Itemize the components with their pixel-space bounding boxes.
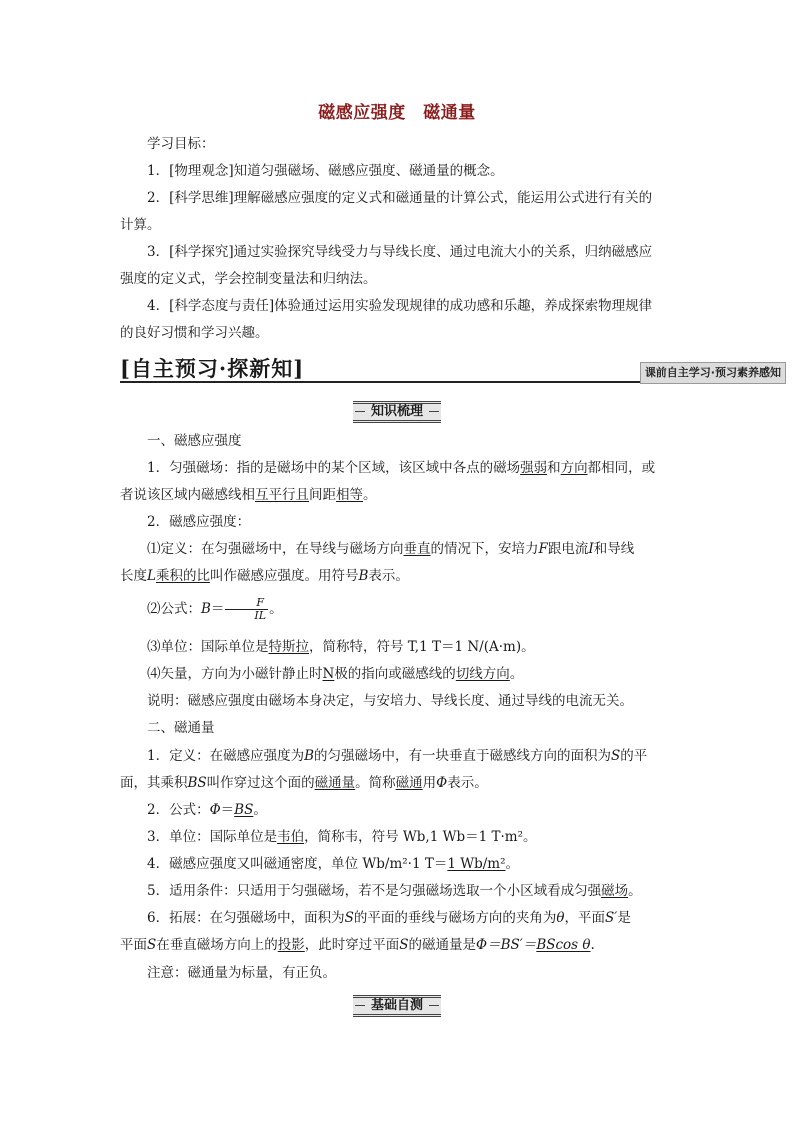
- goal-1: 1．[物理观念]知道匀强磁场、磁感应强度、磁通量的概念。: [147, 163, 504, 179]
- flux-density: 4．磁感应强度又叫磁通密度，单位 Wb/m²·1 T＝1 Wb/m²。: [147, 856, 520, 872]
- self-test-tag-label: 基础自测: [353, 995, 441, 1017]
- section-banner-label: 课前自主学习·预习素养感知: [640, 362, 786, 384]
- sec1-heading: 一、磁感应强度: [147, 433, 242, 449]
- flux-unit: 3．单位：国际单位是韦伯，简称韦，符号 Wb,1 Wb＝1 T·m²。: [147, 829, 537, 845]
- b-definition-line-1: ⑴定义：在匀强磁场中，在导线与磁场方向垂直的情况下，安培力F跟电流I和导线: [147, 541, 635, 557]
- goal-3-line-1: 3．[科学探究]通过实验探究导线受力与导线长度、通过电流大小的关系，归纳磁感应: [147, 244, 653, 260]
- goal-4-line-1: 4．[科学态度与责任]体验通过运用实验发现规律的成功感和乐趣，养成探索物理规律: [147, 298, 653, 314]
- goal-2-line-1: 2．[科学思维]理解磁感应强度的定义式和磁通量的计算公式，能运用公式进行有关的: [147, 190, 653, 206]
- uniform-field-line-2: 者说该区域内磁感线相互平行且间距相等。: [120, 487, 377, 503]
- flux-formula: 2．公式：Φ＝BS。: [147, 802, 267, 818]
- b-formula: ⑵公式：B＝ $\frac{F}{IL}$ 。: [147, 596, 283, 622]
- flux-definition-line-1: 1．定义：在磁感应强度为B的匀强磁场中，有一块垂直于磁感线方向的面积为S的平: [147, 748, 648, 764]
- b-note: 说明：磁感应强度由磁场本身决定，与安培力、导线长度、通过导线的电流无关。: [147, 693, 633, 709]
- flux-extension-line-1: 6．拓展：在匀强磁场中，面积为S的平面的垂线与磁场方向的夹角为θ，平面S′是: [147, 910, 631, 926]
- formula-fraction: $\frac{F}{IL}$: [225, 597, 268, 622]
- b-heading: 2．磁感应强度：: [147, 514, 251, 530]
- b-unit: ⑶单位：国际单位是特斯拉，简称特，符号 T,1 T＝1 N/(A·m)。: [147, 639, 535, 655]
- flux-extension-line-2: 平面S在垂直磁场方向上的投影，此时穿过平面S的磁通量是Φ＝BS′＝BScos θ.: [120, 937, 595, 953]
- self-test-tag: [0, 994, 794, 1017]
- goal-4-line-2: 的良好习惯和学习兴趣。: [120, 325, 269, 341]
- uniform-field-line-1: 1．匀强磁场：指的是磁场中的某个区域，该区域中各点的磁场强弱和方向都相同，或: [147, 460, 656, 476]
- goal-2-line-2: 计算。: [120, 217, 161, 233]
- goal-3-line-2: 强度的定义式，学会控制变量法和归纳法。: [120, 271, 377, 287]
- knowledge-tag: [0, 400, 794, 423]
- flux-condition: 5．适用条件：只适用于匀强磁场，若不是匀强磁场选取一个小区域看成匀强磁场。: [147, 883, 642, 899]
- knowledge-tag-label: 知识梳理: [353, 401, 441, 423]
- page-title: 磁感应强度 磁通量: [318, 103, 476, 123]
- sec2-heading: 二、磁通量: [147, 720, 215, 736]
- flux-definition-line-2: 面，其乘积BS叫作穿过这个面的磁通量。简称磁通用Φ表示。: [120, 775, 488, 791]
- b-vector: ⑷矢量，方向为小磁针静止时N极的指向或磁感线的切线方向。: [147, 666, 524, 682]
- goals-heading: 学习目标：: [147, 136, 215, 152]
- b-definition-line-2: 长度L乘积的比叫作磁感应强度。用符号B表示。: [120, 568, 409, 584]
- section-banner-title: [自主预习·探新知]: [120, 356, 305, 381]
- flux-remark: 注意：磁通量为标量，有正负。: [147, 965, 336, 981]
